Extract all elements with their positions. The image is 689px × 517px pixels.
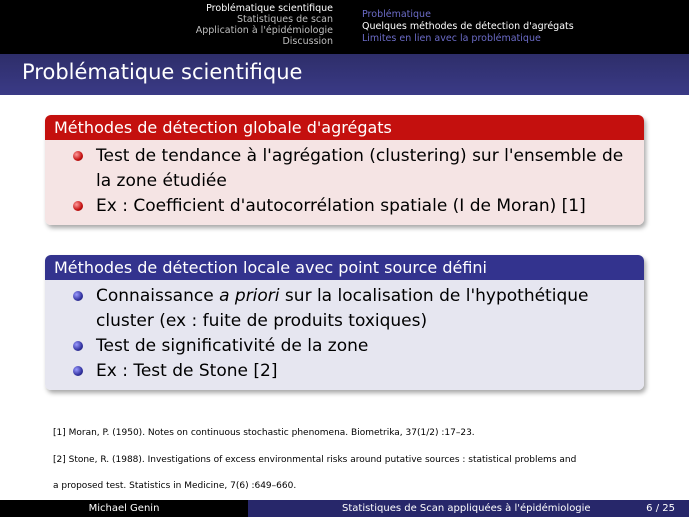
- list-item: [73, 334, 634, 359]
- footer: [0, 500, 689, 517]
- item-text: Test de tendance à l'agrégation (clustering) sur l'ensemble de la zone étudiée: [96, 146, 624, 191]
- block-title: Méthodes de détection locale avec point source défini: [45, 255, 644, 280]
- reference-1: [1] Moran, P. (1950). Notes on continuous stochastic phenomena. Biometrika, 37(1/2) :17–23.: [53, 428, 475, 438]
- list-item: [73, 194, 634, 219]
- nav-subsection-problematique[interactable]: Problématique: [362, 9, 431, 20]
- block-title: Méthodes de détection globale d'agrégats: [45, 115, 644, 140]
- local-detection-block: [45, 255, 644, 390]
- footer-title: Statistiques de Scan appliquées à l'épidémiologie: [342, 503, 591, 514]
- bullet-icon: [73, 366, 83, 376]
- subsection-nav: [362, 9, 574, 45]
- reference-2-line-1: [2] Stone, R. (1988). Investigations of excess environmental risks around putative sources : statistical problems and: [53, 455, 577, 465]
- block-body: [45, 280, 644, 390]
- block-body: [45, 140, 644, 225]
- footer-right: [248, 500, 689, 517]
- nav-section-discussion[interactable]: Discussion: [282, 36, 333, 47]
- nav-section-problematique[interactable]: Problématique scientifique: [206, 3, 333, 14]
- nav-subsection-limites[interactable]: Limites en lien avec la problématique: [362, 33, 541, 44]
- footer-author: Michael Genin: [0, 500, 248, 517]
- bullet-icon: [73, 151, 83, 161]
- nav-section-statistiques[interactable]: Statistiques de scan: [236, 14, 333, 25]
- nav-section-application[interactable]: Application à l'épidémiologie: [195, 25, 333, 36]
- page-number: 6 / 25: [646, 503, 675, 514]
- bullet-icon: [73, 341, 83, 351]
- title-bar: [0, 54, 689, 95]
- list-item: [73, 144, 634, 194]
- item-text-emphasis: a priori: [219, 286, 280, 306]
- list-item: [73, 284, 634, 334]
- item-text: Ex : Coefficient d'autocorrélation spatiale (I de Moran) [1]: [96, 196, 586, 216]
- reference-2-line-2: a proposed test. Statistics in Medicine, 7(6) :649–660.: [53, 481, 297, 491]
- nav-subsection-methodes[interactable]: Quelques méthodes de détection d'agrégats: [362, 21, 574, 32]
- section-nav: [196, 3, 333, 47]
- item-text-after: sur la localisation de l'hypothétique cluster (ex : fuite de produits toxiques): [96, 286, 589, 331]
- bullet-icon: [73, 201, 83, 211]
- list-item: [73, 359, 634, 384]
- bullet-icon: [73, 291, 83, 301]
- item-text: Test de significativité de la zone: [96, 336, 369, 356]
- item-text-before: Connaissance: [96, 286, 220, 306]
- global-detection-block: [45, 115, 644, 225]
- slide-title: Problématique scientifique: [22, 60, 303, 84]
- navigation-bar: [0, 0, 689, 54]
- item-text: Ex : Test de Stone [2]: [96, 361, 278, 381]
